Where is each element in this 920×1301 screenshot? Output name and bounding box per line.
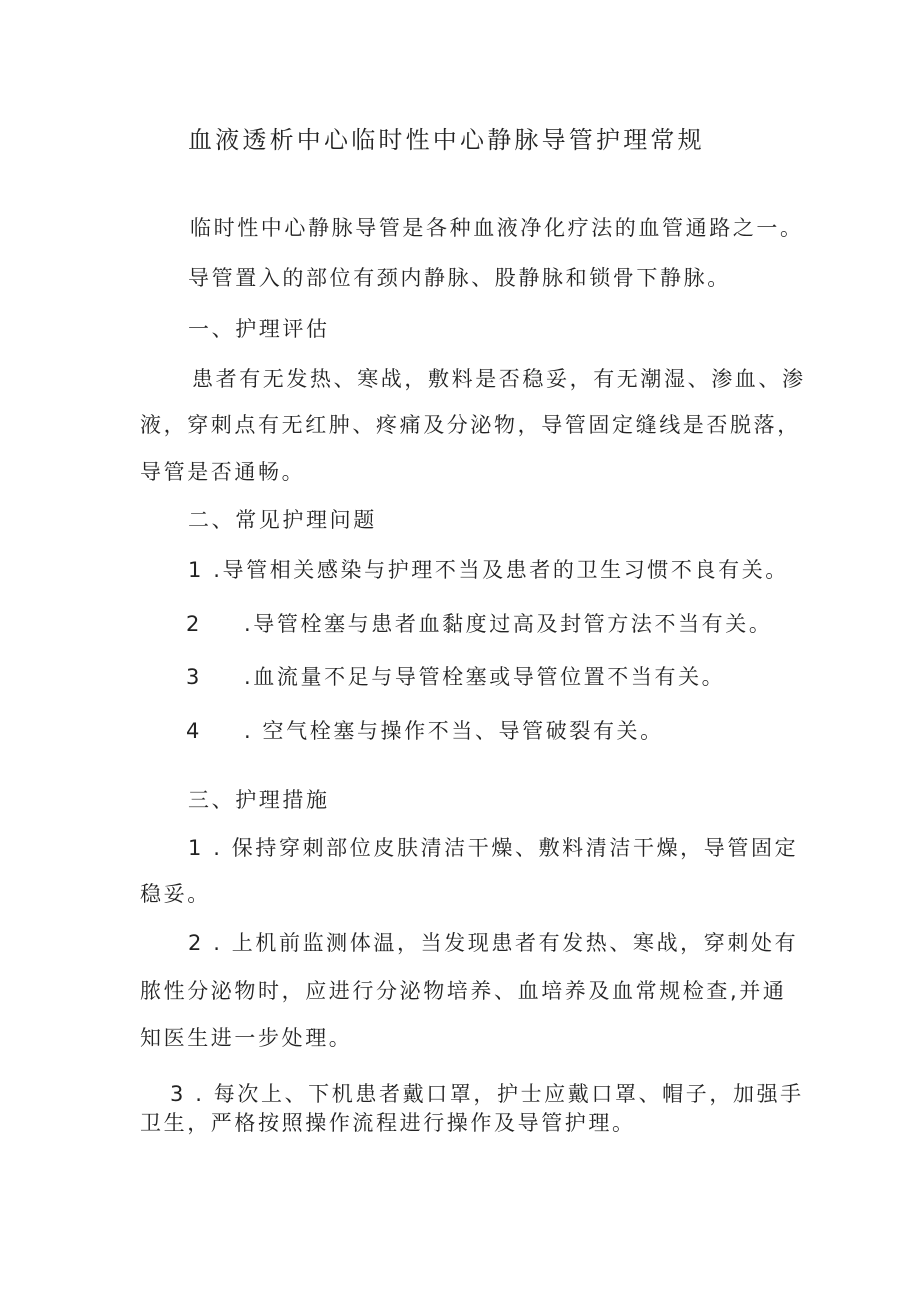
section-heading-assessment: 一、护理评估 [188, 317, 330, 341]
section-heading-problems: 二、常见护理问题 [188, 508, 377, 532]
problem-item-4-number: 4 [186, 719, 202, 743]
measure-1-line-2: 稳妥。 [140, 882, 211, 906]
measure-3-line-2: 卫生，严格按照操作流程进行操作及导管护理。 [140, 1111, 636, 1135]
problem-item-2-text: .导管栓塞与患者血黏度过高及封管方法不当有关。 [244, 612, 773, 636]
section-heading-measures: 三、护理措施 [188, 788, 330, 812]
problem-item-2 [186, 610, 772, 638]
problem-item-3-number: 3 [186, 665, 202, 689]
measure-2-line-1: 2 . 上机前监测体温，当发现患者有发热、寒战，穿刺处有 [188, 931, 799, 955]
intro-line-2: 导管置入的部位有颈内静脉、股静脉和锁骨下静脉。 [188, 266, 731, 290]
measure-2-line-2: 脓性分泌物时，应进行分泌物培养、血培养及血常规检查,并通 [140, 979, 787, 1003]
problem-item-1: 1 .导管相关感染与护理不当及患者的卫生习惯不良有关。 [188, 558, 789, 582]
intro-line-1: 临时性中心静脉导管是各种血液净化疗法的血管通路之一。 [190, 216, 804, 240]
problem-item-4-text: . 空气栓塞与操作不当、导管破裂有关。 [244, 719, 664, 743]
measure-3-line-1: 3 . 每次上、下机患者戴口罩，护士应戴口罩、帽子，加强手 [170, 1082, 804, 1106]
problem-item-3 [186, 663, 725, 691]
measure-1-line-1: 1 . 保持穿刺部位皮肤清洁干燥、敷料清洁干燥，导管固定 [188, 836, 799, 860]
document-title: 血液透析中心临时性中心静脉导管护理常规 [188, 126, 705, 154]
problem-item-2-number: 2 [186, 612, 202, 636]
problem-item-3-text: .血流量不足与导管栓塞或导管位置不当有关。 [244, 665, 726, 689]
problem-item-4 [186, 717, 664, 745]
assessment-line-2: 液，穿刺点有无红肿、疼痛及分泌物，导管固定缝线是否脱落， [140, 413, 801, 437]
measure-2-line-3: 知医生进一步处理。 [140, 1026, 353, 1050]
assessment-line-3: 导管是否通畅。 [140, 460, 306, 484]
assessment-line-1: 患者有无发热、寒战，敷料是否稳妥，有无潮湿、渗血、渗 [192, 367, 806, 391]
